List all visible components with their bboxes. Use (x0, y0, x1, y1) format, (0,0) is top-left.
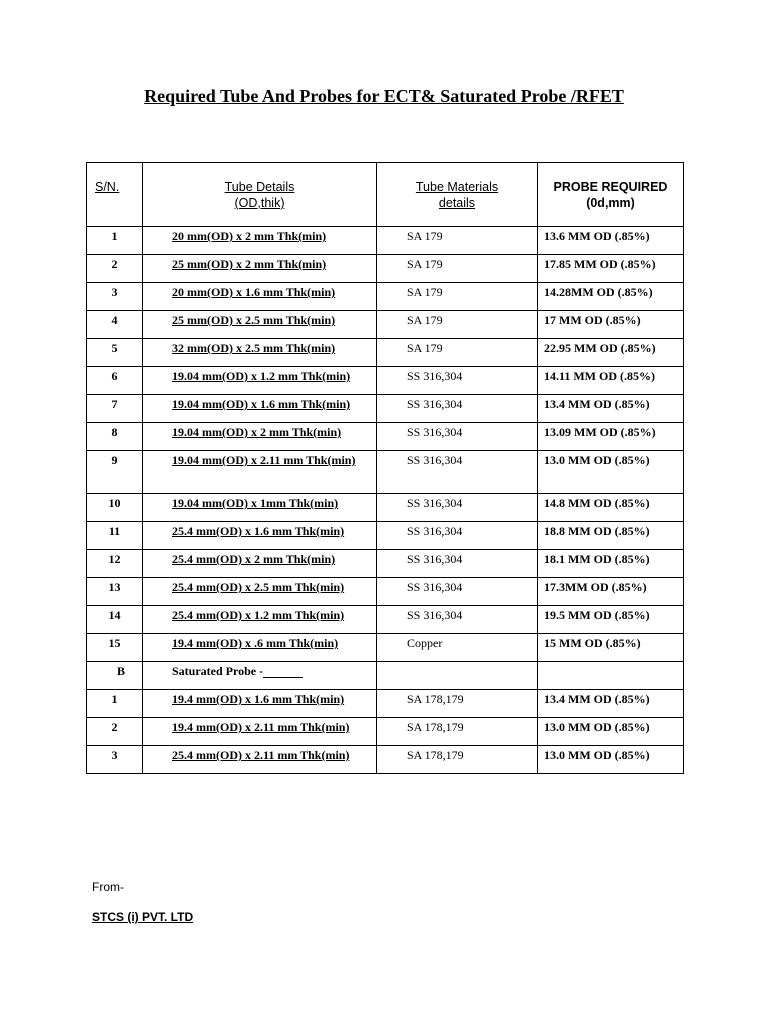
cell-sn: 6 (87, 367, 143, 395)
cell-probe-required: 13.09 MM OD (.85%) (538, 423, 684, 451)
table-row (87, 662, 684, 690)
cell-tube-material: Copper (377, 634, 538, 662)
table-row (87, 718, 684, 746)
header-tube-details: Tube Details (OD,thik) (143, 163, 377, 227)
cell-tube-details: 19.4 mm(OD) x .6 mm Thk(min) (143, 634, 377, 662)
cell-tube-details: 19.04 mm(OD) x 2 mm Thk(min) (143, 423, 377, 451)
cell-tube-material: SA 179 (377, 339, 538, 367)
cell-probe-required: 13.6 MM OD (.85%) (538, 227, 684, 255)
header-sn: S/N. (87, 163, 143, 227)
cell-tube-material: SS 316,304 (377, 395, 538, 423)
table-row (87, 494, 684, 522)
cell-sn: 3 (87, 283, 143, 311)
cell-tube-details: 25 mm(OD) x 2 mm Thk(min) (143, 255, 377, 283)
cell-sn: 2 (87, 718, 143, 746)
table-row (87, 423, 684, 451)
cell-tube-details: Saturated Probe - (143, 662, 377, 690)
cell-probe-required: 17 MM OD (.85%) (538, 311, 684, 339)
company-name: STCS (i) PVT. LTD (92, 910, 194, 924)
cell-sn: 13 (87, 578, 143, 606)
cell-probe-required: 14.11 MM OD (.85%) (538, 367, 684, 395)
cell-tube-details: 19.04 mm(OD) x 1mm Thk(min) (143, 494, 377, 522)
cell-probe-required: 13.0 MM OD (.85%) (538, 451, 684, 494)
header-probe-required: PROBE REQUIRED (0d,mm) (538, 163, 684, 227)
table-row (87, 255, 684, 283)
cell-tube-material: SS 316,304 (377, 522, 538, 550)
cell-tube-details: 19.04 mm(OD) x 1.6 mm Thk(min) (143, 395, 377, 423)
cell-tube-details: 19.4 mm(OD) x 2.11 mm Thk(min) (143, 718, 377, 746)
probe-requirements-table (86, 162, 684, 774)
table-row (87, 690, 684, 718)
table-row (87, 311, 684, 339)
cell-probe-required: 18.1 MM OD (.85%) (538, 550, 684, 578)
cell-sn: 10 (87, 494, 143, 522)
table-row (87, 451, 684, 494)
table-row (87, 227, 684, 255)
cell-tube-material: SA 179 (377, 255, 538, 283)
cell-tube-material: SA 179 (377, 283, 538, 311)
cell-tube-material: SS 316,304 (377, 578, 538, 606)
cell-tube-material: SS 316,304 (377, 423, 538, 451)
cell-sn: 3 (87, 746, 143, 774)
table-row (87, 578, 684, 606)
cell-tube-material: SA 178,179 (377, 690, 538, 718)
cell-tube-material (377, 662, 538, 690)
cell-sn: 7 (87, 395, 143, 423)
cell-sn: 4 (87, 311, 143, 339)
cell-tube-details: 25 mm(OD) x 2.5 mm Thk(min) (143, 311, 377, 339)
cell-sn: 15 (87, 634, 143, 662)
document-title: Required Tube And Probes for ECT& Saturated Probe /RFET (144, 86, 624, 106)
cell-probe-required: 15 MM OD (.85%) (538, 634, 684, 662)
cell-probe-required (538, 662, 684, 690)
table-row (87, 339, 684, 367)
cell-tube-material: SS 316,304 (377, 494, 538, 522)
cell-probe-required: 13.4 MM OD (.85%) (538, 395, 684, 423)
cell-tube-details: 19.04 mm(OD) x 2.11 mm Thk(min) (143, 451, 377, 494)
cell-tube-details: 20 mm(OD) x 2 mm Thk(min) (143, 227, 377, 255)
table-header-row (87, 163, 684, 227)
table-row (87, 746, 684, 774)
cell-probe-required: 17.85 MM OD (.85%) (538, 255, 684, 283)
cell-probe-required: 14.8 MM OD (.85%) (538, 494, 684, 522)
cell-sn: 12 (87, 550, 143, 578)
cell-tube-details: 25.4 mm(OD) x 2 mm Thk(min) (143, 550, 377, 578)
cell-tube-details: 19.04 mm(OD) x 1.2 mm Thk(min) (143, 367, 377, 395)
cell-probe-required: 22.95 MM OD (.85%) (538, 339, 684, 367)
cell-tube-details: 20 mm(OD) x 1.6 mm Thk(min) (143, 283, 377, 311)
cell-probe-required: 18.8 MM OD (.85%) (538, 522, 684, 550)
header-tube-materials: Tube Materials details (377, 163, 538, 227)
cell-tube-details: 25.4 mm(OD) x 2.11 mm Thk(min) (143, 746, 377, 774)
table-row (87, 550, 684, 578)
cell-tube-material: SS 316,304 (377, 606, 538, 634)
cell-sn: 8 (87, 423, 143, 451)
table-row (87, 395, 684, 423)
cell-tube-material: SS 316,304 (377, 367, 538, 395)
cell-probe-required: 13.0 MM OD (.85%) (538, 746, 684, 774)
table-row (87, 634, 684, 662)
cell-probe-required: 13.0 MM OD (.85%) (538, 718, 684, 746)
cell-probe-required: 19.5 MM OD (.85%) (538, 606, 684, 634)
cell-probe-required: 14.28MM OD (.85%) (538, 283, 684, 311)
cell-probe-required: 17.3MM OD (.85%) (538, 578, 684, 606)
table-row (87, 606, 684, 634)
cell-tube-material: SS 316,304 (377, 451, 538, 494)
cell-tube-material: SS 316,304 (377, 550, 538, 578)
cell-sn: 1 (87, 227, 143, 255)
cell-sn: 11 (87, 522, 143, 550)
cell-sn: 1 (87, 690, 143, 718)
cell-tube-material: SA 178,179 (377, 718, 538, 746)
cell-tube-details: 32 mm(OD) x 2.5 mm Thk(min) (143, 339, 377, 367)
cell-tube-material: SA 178,179 (377, 746, 538, 774)
from-label: From- (92, 880, 124, 894)
cell-tube-details: 25.4 mm(OD) x 2.5 mm Thk(min) (143, 578, 377, 606)
cell-tube-material: SA 179 (377, 311, 538, 339)
cell-tube-details: 25.4 mm(OD) x 1.6 mm Thk(min) (143, 522, 377, 550)
table-row (87, 522, 684, 550)
cell-tube-details: 25.4 mm(OD) x 1.2 mm Thk(min) (143, 606, 377, 634)
cell-sn: 5 (87, 339, 143, 367)
cell-probe-required: 13.4 MM OD (.85%) (538, 690, 684, 718)
cell-sn: 9 (87, 451, 143, 494)
cell-tube-material: SA 179 (377, 227, 538, 255)
table-row (87, 283, 684, 311)
cell-sn: 14 (87, 606, 143, 634)
cell-tube-details: 19.4 mm(OD) x 1.6 mm Thk(min) (143, 690, 377, 718)
cell-sn: B (87, 662, 143, 690)
cell-sn: 2 (87, 255, 143, 283)
table-row (87, 367, 684, 395)
